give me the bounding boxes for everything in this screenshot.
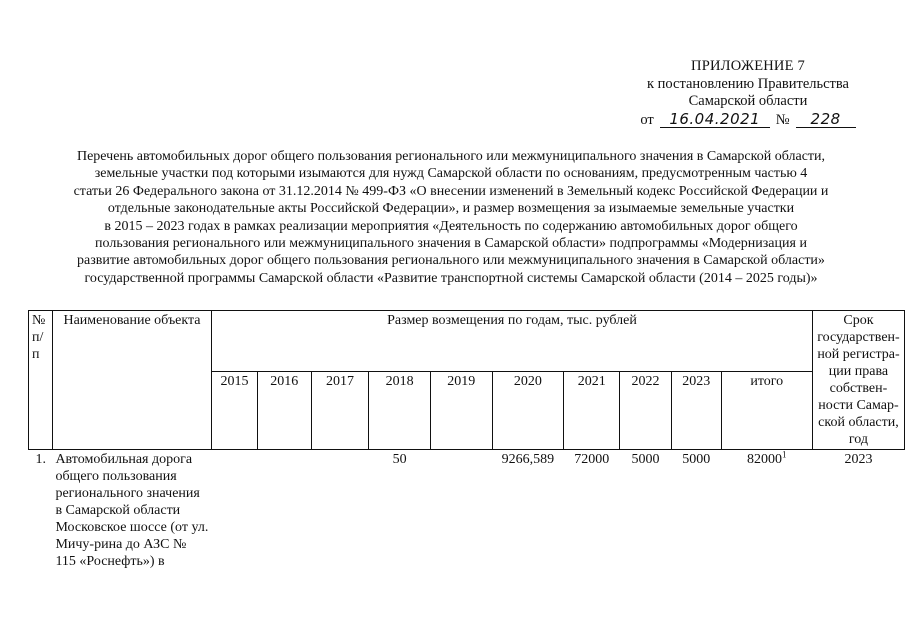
from-label: от [640, 111, 654, 128]
heading-line: государственной программы Самарской области «Развитие транспортной системы Самарской области (2014 – 2025 годы)» [84, 270, 818, 286]
header-year: 2015 [212, 371, 258, 449]
header-year: 2019 [430, 371, 492, 449]
row-value: 72000 [564, 450, 620, 603]
header-amount: Размер возмещения по годам, тыс. рублей [212, 311, 813, 372]
heading-line: Перечень автомобильных дорог общего пользования регионального или межмуниципального значения в Самарской области, [76, 149, 826, 164]
heading-line: в 2015 – 2023 годах в рамках реализации мероприятия «Деятельность по содержанию автомобильных дорог общего [104, 218, 798, 234]
row-value: 5000 [620, 450, 672, 603]
handwritten-date: 16.04.2021 [660, 112, 770, 128]
document-heading [20, 148, 882, 287]
row-name: Автомобильная дорога общего пользования регионального значения в Самарской области Московское шоссе (от ул. Мичу-рина до АЗС № 115 «Роснефть») в [52, 450, 211, 603]
header-total: итого [721, 371, 812, 449]
appendix-line-2: Самарской области [688, 93, 808, 109]
row-value: 5000 [671, 450, 721, 603]
heading-line: статьи 26 Федерального закона от 31.12.2014 № 499-ФЗ «О внесении изменений в Земельный кодекс Российской Федерации и [73, 183, 829, 199]
header-term: Срок государствен-ной регистра-ции права собствен-ности Самар-ской области, год [812, 311, 904, 450]
row-value [311, 450, 369, 603]
appendix-title: ПРИЛОЖЕНИЕ 7 [691, 58, 805, 74]
row-total-value: 82000 [747, 452, 783, 467]
appendix-block [633, 58, 863, 129]
appendix-date-line [633, 109, 863, 130]
header-year: 2020 [492, 371, 564, 449]
heading-line: земельные участки под которыми изымаются для нужд Самарской области по основаниям, предусмотренным частью 4 [94, 166, 808, 182]
number-label: № [775, 111, 790, 128]
heading-line: отдельные законодательные акты Российской Федерации», и размер возмещения за изымаемые земельные участки [107, 201, 795, 217]
heading-line: пользования регионального или межмуниципального значения в Самарской области» подпрограммы «Модернизация и [95, 236, 807, 252]
header-year: 2016 [257, 371, 311, 449]
row-num: 1. [29, 450, 53, 603]
total-footnote: 1 [782, 449, 787, 460]
header-year: 2021 [564, 371, 620, 449]
header-year: 2017 [311, 371, 369, 449]
compensation-table [28, 310, 905, 602]
appendix-line-1: к постановлению Правительства [647, 75, 849, 92]
row-value [212, 450, 258, 603]
row-value [257, 450, 311, 603]
row-value [430, 450, 492, 603]
row-value: 9266,589 [492, 450, 564, 603]
header-year: 2018 [369, 371, 431, 449]
table-row [29, 450, 905, 603]
handwritten-number: 228 [796, 112, 856, 128]
row-total [721, 450, 812, 603]
heading-line: развитие автомобильных дорог общего пользования регионального или межмуниципального значения в Самарской области» [77, 253, 825, 269]
row-term: 2023 [812, 450, 904, 603]
header-name: Наименование объекта [52, 311, 211, 450]
header-num: № п/п [29, 311, 53, 450]
header-year: 2022 [620, 371, 672, 449]
header-year: 2023 [671, 371, 721, 449]
row-value: 50 [369, 450, 431, 603]
